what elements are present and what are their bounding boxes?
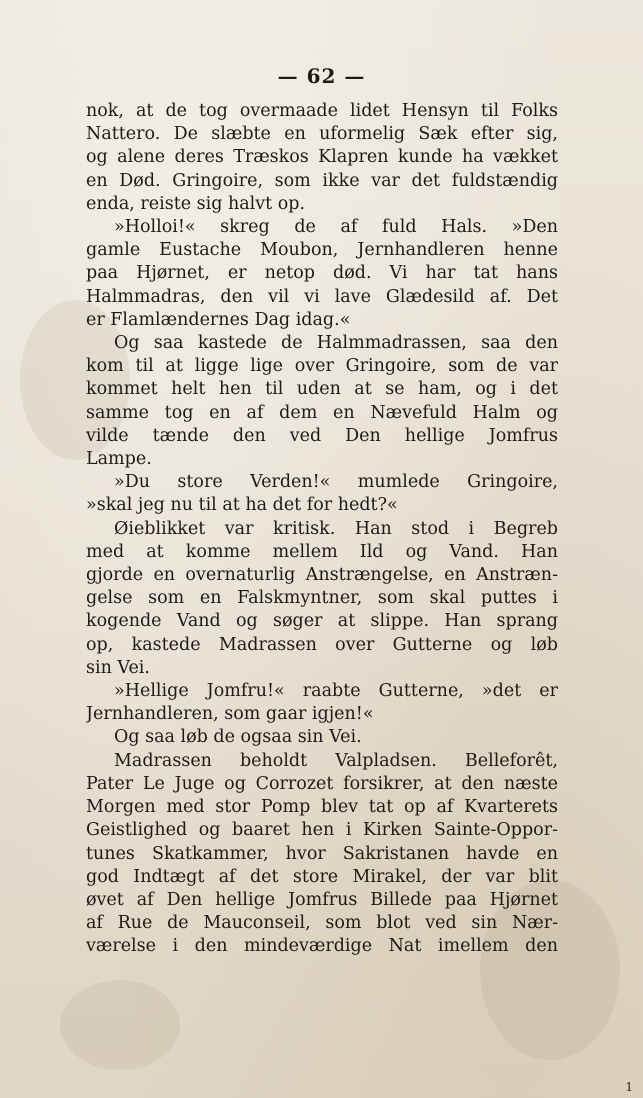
text-line: Og saa løb de ogsaa sin Vei. <box>114 727 362 748</box>
text-line: god Indtægt af det store Mirakel, der var blit <box>86 866 558 887</box>
text-line: gamle Eustache Moubon, Jernhandleren henne <box>86 240 558 261</box>
text-line: kom til at ligge lige over Gringoire, som de var <box>86 356 558 377</box>
text-line: øvet af Den hellige Jomfrus Billede paa Hjørnet <box>86 889 558 910</box>
text-line: nok, at de tog overmaade lidet Hensyn til Folks <box>86 101 558 121</box>
text-line: Og saa kastede de Halmmadrassen, saa den <box>114 333 558 354</box>
text-line: Geistlighed og baaret hen i Kirken Sainte-Oppor- <box>86 820 558 841</box>
text-line: værelse i den mindeværdige Nat imellem den <box>86 936 558 957</box>
text-line: Halmmadras, den vil vi lave Glædesild af. Det <box>86 286 558 307</box>
text-line: vilde tænde den ved Den hellige Jomfrus <box>86 425 558 446</box>
text-line: og alene deres Træskos Klapren kunde ha vækket <box>86 147 558 168</box>
text-line: kommet helt hen til uden at se ham, og i det <box>86 379 558 400</box>
text-line: »Du store Verden!« mumlede Gringoire, <box>114 472 558 493</box>
text-line: enda, reiste sig halvt op. <box>86 193 306 214</box>
text-line: gelse som en Falskmyntner, som skal puttes i <box>86 588 558 609</box>
text-line: Nattero. De slæbte en uformelig Sæk efter sig, <box>86 124 558 145</box>
text-line: Øieblikket var kritisk. Han stod i Begreb <box>114 518 558 539</box>
text-line: Lampe. <box>86 449 152 470</box>
text-line: »skal jeg nu til at ha det for hedt?« <box>86 495 398 516</box>
text-line: af Rue de Mauconseil, som blot ved sin Nær- <box>86 913 558 934</box>
text-line: paa Hjørnet, er netop død. Vi har tat hans <box>86 263 558 284</box>
text-line: Madrassen beholdt Valpladsen. Belleforêt, <box>114 750 558 771</box>
text-line: tunes Skatkammer, hvor Sakristanen havde en <box>86 843 558 864</box>
page-number: — 62 — <box>277 64 366 88</box>
corner-mark: 1 <box>625 1080 633 1094</box>
text-line: gjorde en overnaturlig Anstrængelse, en Anstræn- <box>86 565 558 586</box>
text-line: Pater Le Juge og Corrozet forsikrer, at den næste <box>86 773 558 794</box>
text-line: »Hellige Jomfru!« raabte Gutterne, »det er <box>114 681 558 702</box>
text-line: med at komme mellem Ild og Vand. Han <box>86 541 558 562</box>
text-line: sin Vei. <box>86 657 150 678</box>
text-line: samme tog en af dem en Nævefuld Halm og <box>86 402 558 423</box>
text-line: en Død. Gringoire, som ikke var det fuldstændig <box>86 170 558 191</box>
text-line: er Flamlændernes Dag idag.« <box>86 309 351 330</box>
text-line: op, kastede Madrassen over Gutterne og løb <box>86 634 558 655</box>
text-line: »Holloi!« skreg de af fuld Hals. »Den <box>114 217 558 238</box>
paper-stain <box>60 980 180 1070</box>
text-line: Morgen med stor Pomp blev tat op af Kvarterets <box>86 797 558 818</box>
body-text <box>86 100 558 959</box>
text-line: Jernhandleren, som gaar igjen!« <box>86 704 374 725</box>
text-line: kogende Vand og søger at slippe. Han sprang <box>86 611 558 632</box>
